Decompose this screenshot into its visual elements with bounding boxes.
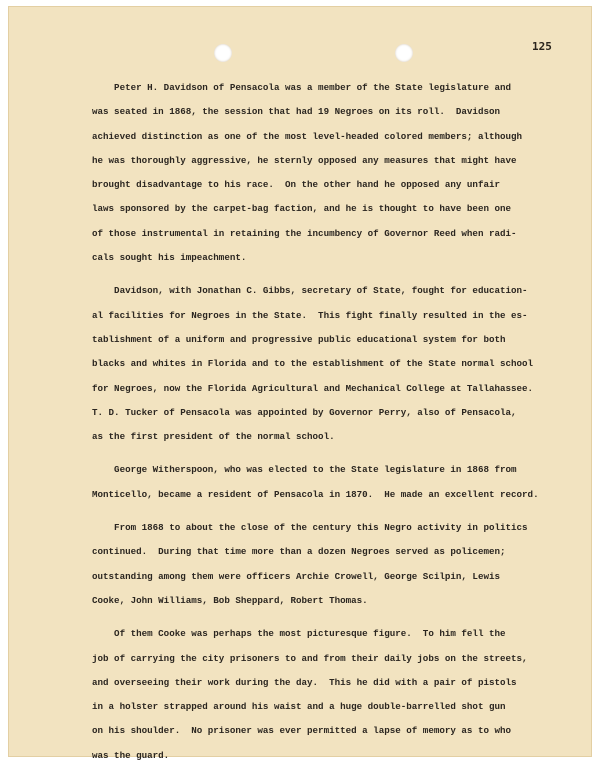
paragraph (92, 458, 562, 507)
paragraph (92, 516, 562, 613)
page-number: 125 (532, 40, 552, 53)
paragraph (92, 279, 562, 449)
text-line: he was thoroughly aggressive, he sternly opposed any measures that might have (92, 154, 517, 166)
text-line: George Witherspoon, who was elected to the State legislature in 1868 from (92, 464, 517, 476)
text-line: laws sponsored by the carpet-bag faction, and he is thought to have been one (92, 203, 512, 215)
text-line: From 1868 to about the close of the century this Negro activity in politics (92, 522, 528, 534)
paragraph (92, 76, 562, 270)
text-line: blacks and whites in Florida and to the establishment of the State normal school (92, 358, 534, 370)
text-line: al facilities for Negroes in the State. This fight finally resulted in the es- (92, 309, 528, 321)
text-line: tablishment of a uniform and progressive public educational system for both (92, 333, 506, 345)
text-line: cals sought his impeachment. (92, 252, 247, 264)
text-line: T. D. Tucker of Pensacola was appointed by Governor Perry, also of Pensacola, (92, 406, 517, 418)
text-line: continued. During that time more than a dozen Negroes served as policemen; (92, 546, 506, 558)
text-line: as the first president of the normal school. (92, 431, 335, 443)
text-line: Monticello, became a resident of Pensacola in 1870. He made an excellent record. (92, 488, 539, 500)
text-line: of those instrumental in retaining the incumbency of Governor Reed when radi- (92, 227, 517, 239)
text-line: achieved distinction as one of the most level-headed colored members; although (92, 130, 523, 142)
text-line: outstanding among them were officers Archie Crowell, George Scilpin, Lewis (92, 570, 500, 582)
text-line: in a holster strapped around his waist and a huge double-barrelled shot gun (92, 701, 506, 713)
document-body (92, 76, 562, 768)
text-line: for Negroes, now the Florida Agricultural and Mechanical College at Tallahassee. (92, 382, 534, 394)
text-line: Cooke, John Williams, Bob Sheppard, Robert Thomas. (92, 594, 368, 606)
text-line: was seated in 1868, the session that had 19 Negroes on its roll. Davidson (92, 106, 500, 118)
paragraph (92, 622, 562, 768)
text-line: on his shoulder. No prisoner was ever permitted a lapse of memory as to who (92, 725, 512, 737)
text-line: job of carrying the city prisoners to and from their daily jobs on the streets, (92, 652, 528, 664)
punch-hole-left (214, 44, 232, 62)
document-page (8, 6, 592, 761)
text-line: and overseeing their work during the day. This he did with a pair of pistols (92, 676, 517, 688)
text-line: Peter H. Davidson of Pensacola was a member of the State legislature and (92, 82, 512, 93)
text-line: was the guard. (92, 749, 170, 761)
text-line: Of them Cooke was perhaps the most picturesque figure. To him fell the (92, 628, 506, 640)
punch-hole-right (395, 44, 413, 62)
text-line: Davidson, with Jonathan C. Gibbs, secretary of State, fought for education- (92, 285, 528, 297)
text-line: brought disadvantage to his race. On the other hand he opposed any unfair (92, 179, 500, 191)
